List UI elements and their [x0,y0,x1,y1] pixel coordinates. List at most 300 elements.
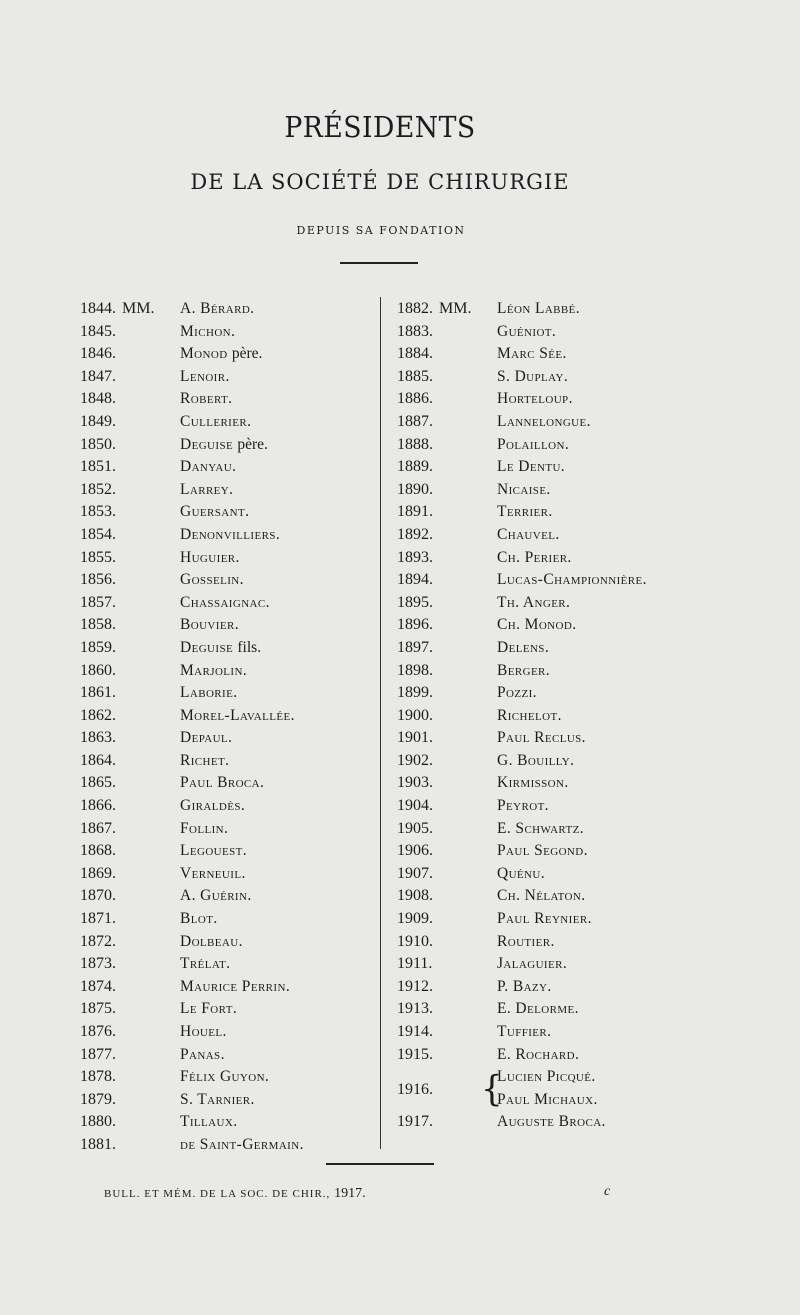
entry-year-number: 1864. [80,751,116,769]
president-entry [397,411,657,434]
president-name [180,343,262,366]
president-name [180,434,268,457]
president-name-text: Berger. [497,661,551,679]
president-name-text: Ch. Nélaton. [497,887,586,905]
entry-year [80,343,180,366]
president-name-text: P. Bazy. [497,977,552,995]
honorific-mm: MM. [122,300,155,317]
president-entry [80,795,375,818]
president-name [497,569,647,592]
president-entry [397,660,657,683]
entry-year-number: 1896. [397,616,433,634]
president-entry [397,908,657,931]
entry-year-number: 1850. [80,435,116,453]
entry-year-number: 1882. [397,300,433,317]
president-entry [80,840,375,863]
president-name [180,840,247,863]
entry-year-number: 1854. [80,525,116,543]
president-entry [80,660,375,683]
president-entry [397,592,657,615]
president-entry [397,818,657,841]
president-entry-pair [397,1066,657,1111]
honorific-mm: MM. [439,300,472,317]
president-entry [397,727,657,750]
president-name-text: Richelot. [497,706,562,724]
entry-year-number: 1865. [80,774,116,792]
president-name-text: Polaillon. [497,435,570,453]
president-name-text: de Saint-Germain. [180,1135,304,1153]
entry-year-number: 1904. [397,797,433,815]
president-entry [397,637,657,660]
president-entry [397,569,657,592]
president-name [497,1021,551,1044]
entry-year [397,592,497,615]
entry-year-number: 1860. [80,661,116,679]
president-name-text: Blot. [180,910,218,928]
president-entry [397,795,657,818]
entry-year [397,547,497,570]
president-name [497,1111,606,1134]
name-suffix: père. [231,345,263,363]
entry-year [80,1111,180,1134]
president-name-text: Ch. Perier. [497,548,572,566]
president-name [497,366,568,389]
entry-year [80,614,180,637]
president-name [180,795,245,818]
president-name [180,1111,237,1134]
entry-year [397,411,497,434]
president-entry [80,998,375,1021]
president-entry [397,388,657,411]
president-name-text: Depaul. [180,729,233,747]
name-suffix: père. [237,435,268,453]
entry-year [80,1021,180,1044]
entry-year-number: 1866. [80,797,116,815]
president-name [497,343,567,366]
president-entry [80,343,375,366]
president-name [497,998,579,1021]
entry-year-number: 1907. [397,864,433,882]
entry-year [397,1044,497,1067]
entry-year [397,298,497,321]
president-name [180,388,232,411]
president-entry [80,1089,375,1112]
entry-year-number: 1891. [397,503,433,521]
president-entry [397,931,657,954]
entry-year [80,298,180,321]
president-name [180,1021,227,1044]
president-name-text: Paul Segond. [497,842,588,860]
entry-year [80,818,180,841]
president-name-text: Félix Guyon. [180,1068,270,1086]
president-name-text: Verneuil. [180,864,246,882]
entry-year [397,998,497,1021]
entry-year-number: 1874. [80,977,116,995]
president-entry [397,998,657,1021]
entry-year [80,501,180,524]
president-name-text: Marc Sée. [497,345,567,363]
president-name-text: Marjolin. [180,661,248,679]
entry-year-number: 1885. [397,367,433,385]
entry-year [397,388,497,411]
president-entry [80,1111,375,1134]
entry-year-number: 1917. [397,1113,433,1131]
president-name: Lucien Picqué. [497,1068,596,1086]
entry-year [397,750,497,773]
president-name-text: Horteloup. [497,390,573,408]
president-entry [397,366,657,389]
entry-year [80,795,180,818]
president-name-text: Gosselin. [180,571,244,589]
president-entry [80,908,375,931]
president-name [180,750,229,773]
entry-year [397,840,497,863]
president-name-text: Follin. [180,819,229,837]
president-name [497,705,562,728]
entry-year [397,682,497,705]
entry-year [80,772,180,795]
president-entry [80,614,375,637]
president-name [180,976,290,999]
president-name-text: Monod [180,345,228,363]
president-name-text: Bouvier. [180,616,239,634]
entry-year-number: 1883. [397,322,433,340]
entry-year-number: 1881. [80,1135,116,1153]
president-name-text: Legouest. [180,842,248,860]
president-name-text: Le Fort. [180,1000,238,1018]
president-name-text: Larrey. [180,480,234,498]
entry-year-number: 1851. [80,458,116,476]
entry-year [397,727,497,750]
president-name-text: Peyrot. [497,797,549,815]
entry-year [80,569,180,592]
entry-year-number: 1852. [80,480,116,498]
entry-year-number: 1899. [397,684,433,702]
entry-year-number: 1911. [397,955,433,973]
president-name-text: Houel. [180,1023,227,1040]
president-name-text: Cullerier. [180,412,252,430]
president-name-text: S. Tarnier. [180,1090,255,1108]
president-entry [80,727,375,750]
president-name [180,908,218,931]
entry-year-number: 1871. [80,910,116,928]
entry-year-number: 1856. [80,571,116,589]
entry-year [80,321,180,344]
entry-year-number: 1906. [397,842,433,860]
entry-year-number: 1886. [397,390,433,408]
president-name-text: Paul Broca. [180,774,265,792]
president-name-text: Deguise [180,638,234,656]
president-entry [80,637,375,660]
president-entry [397,343,657,366]
president-name-text: Denonvilliers. [180,525,281,543]
name-suffix: fils. [237,638,262,656]
president-name [497,547,572,570]
entry-year [397,795,497,818]
president-entry [80,388,375,411]
president-entry [80,953,375,976]
entry-year-number: 1847. [80,367,116,385]
entry-year-number: 1873. [80,955,116,973]
president-name-text: Guéniot. [497,322,557,340]
entry-year-number: 1877. [80,1045,116,1063]
entry-year [80,388,180,411]
entry-year-number: 1880. [80,1113,116,1131]
entry-year [397,976,497,999]
entry-year-number: 1869. [80,864,116,882]
president-name [497,727,586,750]
entry-year [397,818,497,841]
entry-year-number: 1900. [397,706,433,724]
entry-year [80,434,180,457]
entry-year-number: 1909. [397,910,433,928]
entry-year [397,885,497,908]
president-name [497,501,553,524]
president-name [497,479,551,502]
entry-year [397,456,497,479]
president-name-text: Delens. [497,638,550,656]
president-name-text: G. Bouilly. [497,751,575,769]
entry-year [80,727,180,750]
entry-year [80,840,180,863]
entry-year-number: 1898. [397,661,433,679]
entry-year-number: 1913. [397,1000,433,1018]
president-entry [80,524,375,547]
president-name [180,818,228,841]
president-name [497,614,576,637]
president-entry [80,705,375,728]
president-name [497,388,573,411]
entry-year-number: 1848. [80,390,116,408]
president-name-text: Michon. [180,322,236,340]
entry-year [80,456,180,479]
president-name-text: Giraldès. [180,797,246,815]
entry-year-number: 1912. [397,977,433,995]
entry-year-number: 1902. [397,751,433,769]
footer-year: 1917. [334,1186,366,1201]
president-name [180,501,249,524]
president-entry [397,501,657,524]
president-entry [397,434,657,457]
president-name-text: Trélat. [180,955,231,973]
entry-year [397,908,497,931]
president-entry [397,547,657,570]
entry-year [397,434,497,457]
entry-year-number: 1887. [397,412,433,430]
entry-year [397,953,497,976]
president-name-text: Léon Labbé. [497,300,581,317]
entry-year [80,705,180,728]
entry-year-number: 1846. [80,345,116,363]
entry-year [80,479,180,502]
president-name: Paul Michaux. [497,1090,598,1108]
entry-year-number: 1863. [80,729,116,747]
president-name [497,931,555,954]
president-name [180,660,247,683]
entry-year-number: 1895. [397,593,433,611]
president-entry [80,321,375,344]
president-name-text: E. Rochard. [497,1045,580,1063]
president-entry [80,547,375,570]
entry-year [80,953,180,976]
president-entry [397,885,657,908]
president-name [180,1044,225,1067]
president-name [180,772,264,795]
president-entry [397,750,657,773]
page-title: PRÉSIDENTS [284,110,476,144]
left-column [80,298,375,1157]
president-name-text: Huguier. [180,548,240,566]
president-name-text: Quénu. [497,864,546,882]
entry-year-number: 1868. [80,842,116,860]
title-rule [340,262,418,264]
president-entry [397,682,657,705]
entry-year [397,321,497,344]
entry-year [80,931,180,954]
page-subtitle: DE LA SOCIÉTÉ DE CHIRURGIE [190,170,570,194]
president-name [497,682,537,705]
entry-year [397,343,497,366]
president-entry [397,1044,657,1067]
entry-year-number: 1862. [80,706,116,724]
president-entry [397,321,657,344]
president-name [497,795,549,818]
entry-year-number: 1888. [397,435,433,453]
president-name-text: Lannelongue. [497,412,591,430]
president-name [180,321,235,344]
president-name [497,592,570,615]
president-name-text: Kirmisson. [497,774,569,792]
entry-year [397,931,497,954]
president-name-text: Nicaise. [497,480,551,498]
president-name-text: Tuffier. [497,1023,552,1040]
entry-year-number: 1889. [397,458,433,476]
president-name-text: Paul Reclus. [497,729,586,747]
entry-year [397,569,497,592]
president-name-text: Terrier. [497,503,553,521]
president-entry [80,885,375,908]
president-entry [80,298,375,321]
president-name [497,456,565,479]
president-name [180,953,230,976]
president-name [180,411,251,434]
entry-year-number: 1844. [80,300,116,317]
signature-mark: c [604,1184,611,1199]
president-entry [80,818,375,841]
president-entry [80,750,375,773]
entry-year-number: 1857. [80,593,116,611]
president-entry [397,524,657,547]
president-name-text: E. Delorme. [497,1000,579,1018]
president-name-text: Auguste Broca. [497,1113,606,1131]
president-name-text: Panas. [180,1045,225,1063]
president-entry [80,569,375,592]
entry-year [80,637,180,660]
president-name [180,637,261,660]
president-entry [80,411,375,434]
entry-names [497,1066,598,1111]
entry-year-number: 1845. [80,322,116,340]
entry-year-number: 1903. [397,774,433,792]
president-name-text: Laborie. [180,684,238,702]
entry-year [397,863,497,886]
president-entry [80,931,375,954]
president-entry [397,863,657,886]
president-name [180,524,280,547]
entry-year-number: 1884. [397,345,433,363]
president-name [180,614,239,637]
entry-year [80,524,180,547]
entry-year-number: 1875. [80,1000,116,1018]
entry-year [80,1089,180,1112]
president-entry [80,976,375,999]
entry-year-number: 1915. [397,1045,433,1063]
column-divider [380,297,381,1149]
entry-year-number: 1861. [80,684,116,702]
president-name [180,479,233,502]
president-name-text: Robert. [180,390,233,408]
president-name-text: Danyau. [180,458,237,476]
president-name-text: A. Bérard. [180,300,255,317]
president-name [180,456,236,479]
entry-year-number: 1853. [80,503,116,521]
entry-year [397,637,497,660]
president-name-text: S. Duplay. [497,367,569,385]
entry-year-number: 1872. [80,932,116,950]
president-entry [397,840,657,863]
president-name [497,863,545,886]
entry-year-number: 1878. [80,1068,116,1086]
entry-year-number: 1894. [397,571,433,589]
entry-year [397,366,497,389]
president-name [180,569,244,592]
president-name-text: Dolbeau. [180,932,243,950]
entry-year [80,411,180,434]
entry-year [397,1021,497,1044]
president-name [497,750,574,773]
entry-year [80,1066,180,1089]
entry-year-number: 1876. [80,1023,116,1040]
president-name-text: Th. Anger. [497,593,571,611]
footer-text: BULL. ET MÉM. DE LA SOC. DE CHIR., [104,1188,331,1200]
entry-year [397,614,497,637]
president-name [180,366,230,389]
president-entry [80,863,375,886]
president-name-text: Lenoir. [180,367,230,385]
president-name [180,931,243,954]
president-name-text: Paul Reynier. [497,910,592,928]
president-name [497,772,569,795]
entry-year-number: 1849. [80,412,116,430]
president-entry [397,1111,657,1134]
president-name [497,976,552,999]
entry-year-number: 1879. [80,1090,116,1108]
president-name [497,411,591,434]
president-name [180,1089,255,1112]
president-name-text: E. Schwartz. [497,819,585,837]
entry-year-number: 1893. [397,548,433,566]
entry-year [397,705,497,728]
president-name-text: Richet. [180,751,230,769]
president-name-text: Chassaignac. [180,593,270,611]
president-entry [397,614,657,637]
president-entry [80,592,375,615]
president-name [497,321,556,344]
president-name-text: Guersant. [180,503,250,521]
president-entry [397,705,657,728]
president-entry [80,772,375,795]
president-entry [80,682,375,705]
